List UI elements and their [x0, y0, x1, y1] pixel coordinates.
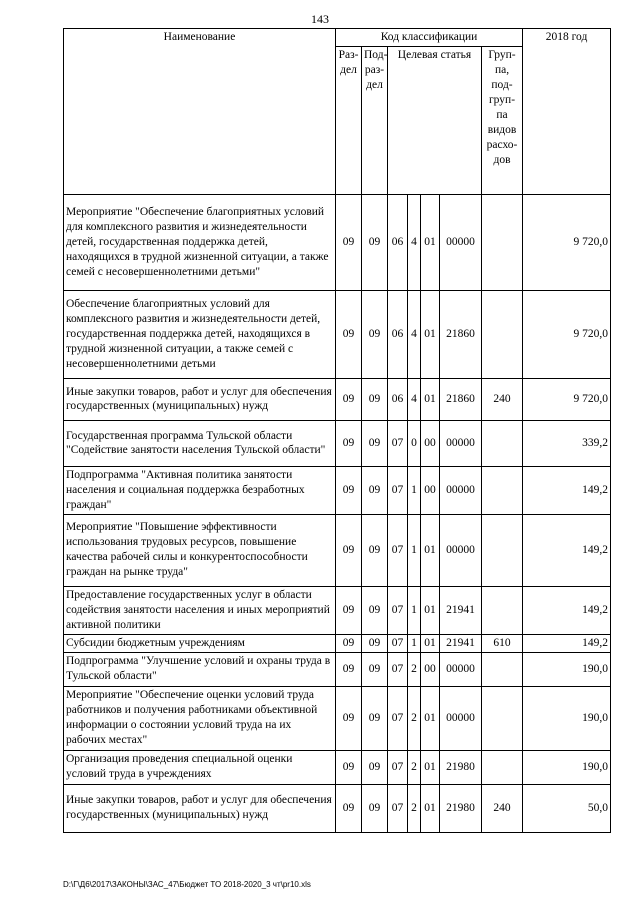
cell-sum: 9 720,0 [523, 378, 611, 420]
cell-cs3: 00 [421, 652, 440, 686]
cell-name: Иные закупки товаров, работ и услуг для обеспечения государственных (муниципальных) нужд [64, 378, 336, 420]
cell-pr: 09 [362, 514, 388, 586]
table-header [64, 29, 611, 195]
cell-cs3: 00 [421, 466, 440, 514]
cell-rz: 09 [336, 466, 362, 514]
cell-name: Предоставление государственных услуг в области содействия занятости населения и иных мероприятий активной политики [64, 586, 336, 634]
cell-cs1: 07 [388, 686, 408, 750]
cell-pr: 09 [362, 586, 388, 634]
cell-cs2: 4 [408, 194, 421, 290]
table-row [64, 466, 611, 514]
table-row [64, 686, 611, 750]
cell-vr [482, 194, 523, 290]
cell-name: Государственная программа Тульской области "Содействие занятости населения Тульской области" [64, 420, 336, 466]
cell-pr: 09 [362, 652, 388, 686]
cell-pr: 09 [362, 290, 388, 378]
cell-sum: 190,0 [523, 750, 611, 784]
budget-table [63, 28, 611, 833]
cell-vr [482, 686, 523, 750]
cell-pr: 09 [362, 194, 388, 290]
cell-cs3: 01 [421, 378, 440, 420]
cell-cs4: 21860 [440, 378, 482, 420]
page-number: 143 [311, 12, 329, 26]
cell-vr [482, 514, 523, 586]
header-podrazdel: Под- раз- дел [362, 46, 388, 194]
cell-vr [482, 750, 523, 784]
cell-cs1: 07 [388, 466, 408, 514]
cell-sum: 339,2 [523, 420, 611, 466]
cell-rz: 09 [336, 784, 362, 832]
cell-cs3: 01 [421, 194, 440, 290]
cell-cs1: 07 [388, 784, 408, 832]
cell-pr: 09 [362, 420, 388, 466]
cell-sum: 190,0 [523, 652, 611, 686]
cell-rz: 09 [336, 652, 362, 686]
cell-cs4: 00000 [440, 194, 482, 290]
cell-cs4: 00000 [440, 652, 482, 686]
cell-cs4: 21980 [440, 750, 482, 784]
table-row [64, 586, 611, 634]
cell-sum: 190,0 [523, 686, 611, 750]
table-row [64, 420, 611, 466]
cell-cs3: 01 [421, 784, 440, 832]
cell-cs4: 00000 [440, 466, 482, 514]
cell-rz: 09 [336, 586, 362, 634]
cell-cs3: 01 [421, 514, 440, 586]
cell-vr [482, 290, 523, 378]
cell-cs1: 07 [388, 652, 408, 686]
table-row [64, 634, 611, 652]
cell-cs4: 21860 [440, 290, 482, 378]
cell-name: Иные закупки товаров, работ и услуг для обеспечения государственных (муниципальных) нужд [64, 784, 336, 832]
cell-cs3: 01 [421, 750, 440, 784]
cell-vr [482, 586, 523, 634]
cell-name: Мероприятие "Обеспечение оценки условий труда работников и получения работниками объективной информации о состоянии условий труда на их рабочих местах" [64, 686, 336, 750]
cell-sum: 50,0 [523, 784, 611, 832]
cell-cs1: 07 [388, 420, 408, 466]
table-body [64, 194, 611, 832]
cell-rz: 09 [336, 290, 362, 378]
cell-cs2: 2 [408, 686, 421, 750]
cell-cs1: 07 [388, 586, 408, 634]
cell-cs2: 1 [408, 634, 421, 652]
header-year: 2018 год [523, 29, 611, 195]
cell-vr: 240 [482, 378, 523, 420]
cell-cs2: 1 [408, 514, 421, 586]
table-row [64, 290, 611, 378]
cell-cs1: 07 [388, 750, 408, 784]
cell-cs2: 4 [408, 378, 421, 420]
cell-vr: 240 [482, 784, 523, 832]
cell-name: Подпрограмма "Улучшение условий и охраны труда в Тульской области" [64, 652, 336, 686]
table-row [64, 194, 611, 290]
cell-sum: 149,2 [523, 586, 611, 634]
cell-sum: 149,2 [523, 634, 611, 652]
header-group: Груп- па, под- груп- па видов расхо- дов [482, 46, 523, 194]
cell-cs4: 21941 [440, 634, 482, 652]
cell-cs1: 06 [388, 194, 408, 290]
cell-cs1: 07 [388, 514, 408, 586]
file-path-footer: D:\Г\Д6\2017\ЗАКОНЫ\ЗАС_47\Бюджет ТО 2018-2020_3 чт\pr10.xls [63, 880, 311, 889]
table-row [64, 652, 611, 686]
cell-cs3: 01 [421, 634, 440, 652]
cell-cs2: 2 [408, 652, 421, 686]
cell-name: Обеспечение благоприятных условий для комплексного развития и жизнедеятельности детей, государственная поддержка детей, находящихся в трудной жизненной ситуации, а также семей с несовершеннолетними детьми [64, 290, 336, 378]
cell-rz: 09 [336, 686, 362, 750]
cell-cs3: 01 [421, 290, 440, 378]
cell-sum: 149,2 [523, 514, 611, 586]
cell-cs2: 0 [408, 420, 421, 466]
cell-cs3: 01 [421, 586, 440, 634]
cell-rz: 09 [336, 194, 362, 290]
cell-cs4: 21941 [440, 586, 482, 634]
table-row [64, 750, 611, 784]
cell-cs4: 21980 [440, 784, 482, 832]
cell-rz: 09 [336, 634, 362, 652]
cell-pr: 09 [362, 686, 388, 750]
cell-vr [482, 420, 523, 466]
cell-name: Подпрограмма "Активная политика занятости населения и социальная поддержка безработных граждан" [64, 466, 336, 514]
cell-sum: 9 720,0 [523, 194, 611, 290]
header-razdel: Раз- дел [336, 46, 362, 194]
cell-cs3: 00 [421, 420, 440, 466]
cell-pr: 09 [362, 378, 388, 420]
cell-cs4: 00000 [440, 686, 482, 750]
cell-name: Мероприятие "Обеспечение благоприятных условий для комплексного развития и жизнедеятельности детей, государственная поддержка детей, находящихся в трудной жизненной ситуации, а также семей с несовершеннолетними детьми" [64, 194, 336, 290]
cell-cs1: 06 [388, 378, 408, 420]
cell-sum: 9 720,0 [523, 290, 611, 378]
cell-name: Организация проведения специальной оценки условий труда в учреждениях [64, 750, 336, 784]
cell-cs1: 07 [388, 634, 408, 652]
cell-rz: 09 [336, 514, 362, 586]
cell-vr [482, 652, 523, 686]
cell-cs2: 1 [408, 586, 421, 634]
cell-rz: 09 [336, 420, 362, 466]
cell-rz: 09 [336, 750, 362, 784]
header-code: Код классификации [336, 29, 523, 47]
cell-pr: 09 [362, 466, 388, 514]
cell-vr [482, 466, 523, 514]
header-name: Наименование [64, 29, 336, 195]
cell-cs3: 01 [421, 686, 440, 750]
cell-cs2: 4 [408, 290, 421, 378]
table-row [64, 378, 611, 420]
cell-vr: 610 [482, 634, 523, 652]
cell-name: Мероприятие "Повышение эффективности использования трудовых ресурсов, повышение качества рабочей силы и конкурентоспособности граждан на рынке труда" [64, 514, 336, 586]
table-row [64, 784, 611, 832]
cell-name: Субсидии бюджетным учреждениям [64, 634, 336, 652]
header-target: Целевая статья [388, 46, 482, 194]
cell-pr: 09 [362, 634, 388, 652]
table-row [64, 514, 611, 586]
cell-cs1: 06 [388, 290, 408, 378]
cell-rz: 09 [336, 378, 362, 420]
cell-cs2: 1 [408, 466, 421, 514]
cell-cs2: 2 [408, 750, 421, 784]
cell-cs4: 00000 [440, 514, 482, 586]
cell-pr: 09 [362, 784, 388, 832]
cell-cs2: 2 [408, 784, 421, 832]
cell-sum: 149,2 [523, 466, 611, 514]
cell-pr: 09 [362, 750, 388, 784]
cell-cs4: 00000 [440, 420, 482, 466]
